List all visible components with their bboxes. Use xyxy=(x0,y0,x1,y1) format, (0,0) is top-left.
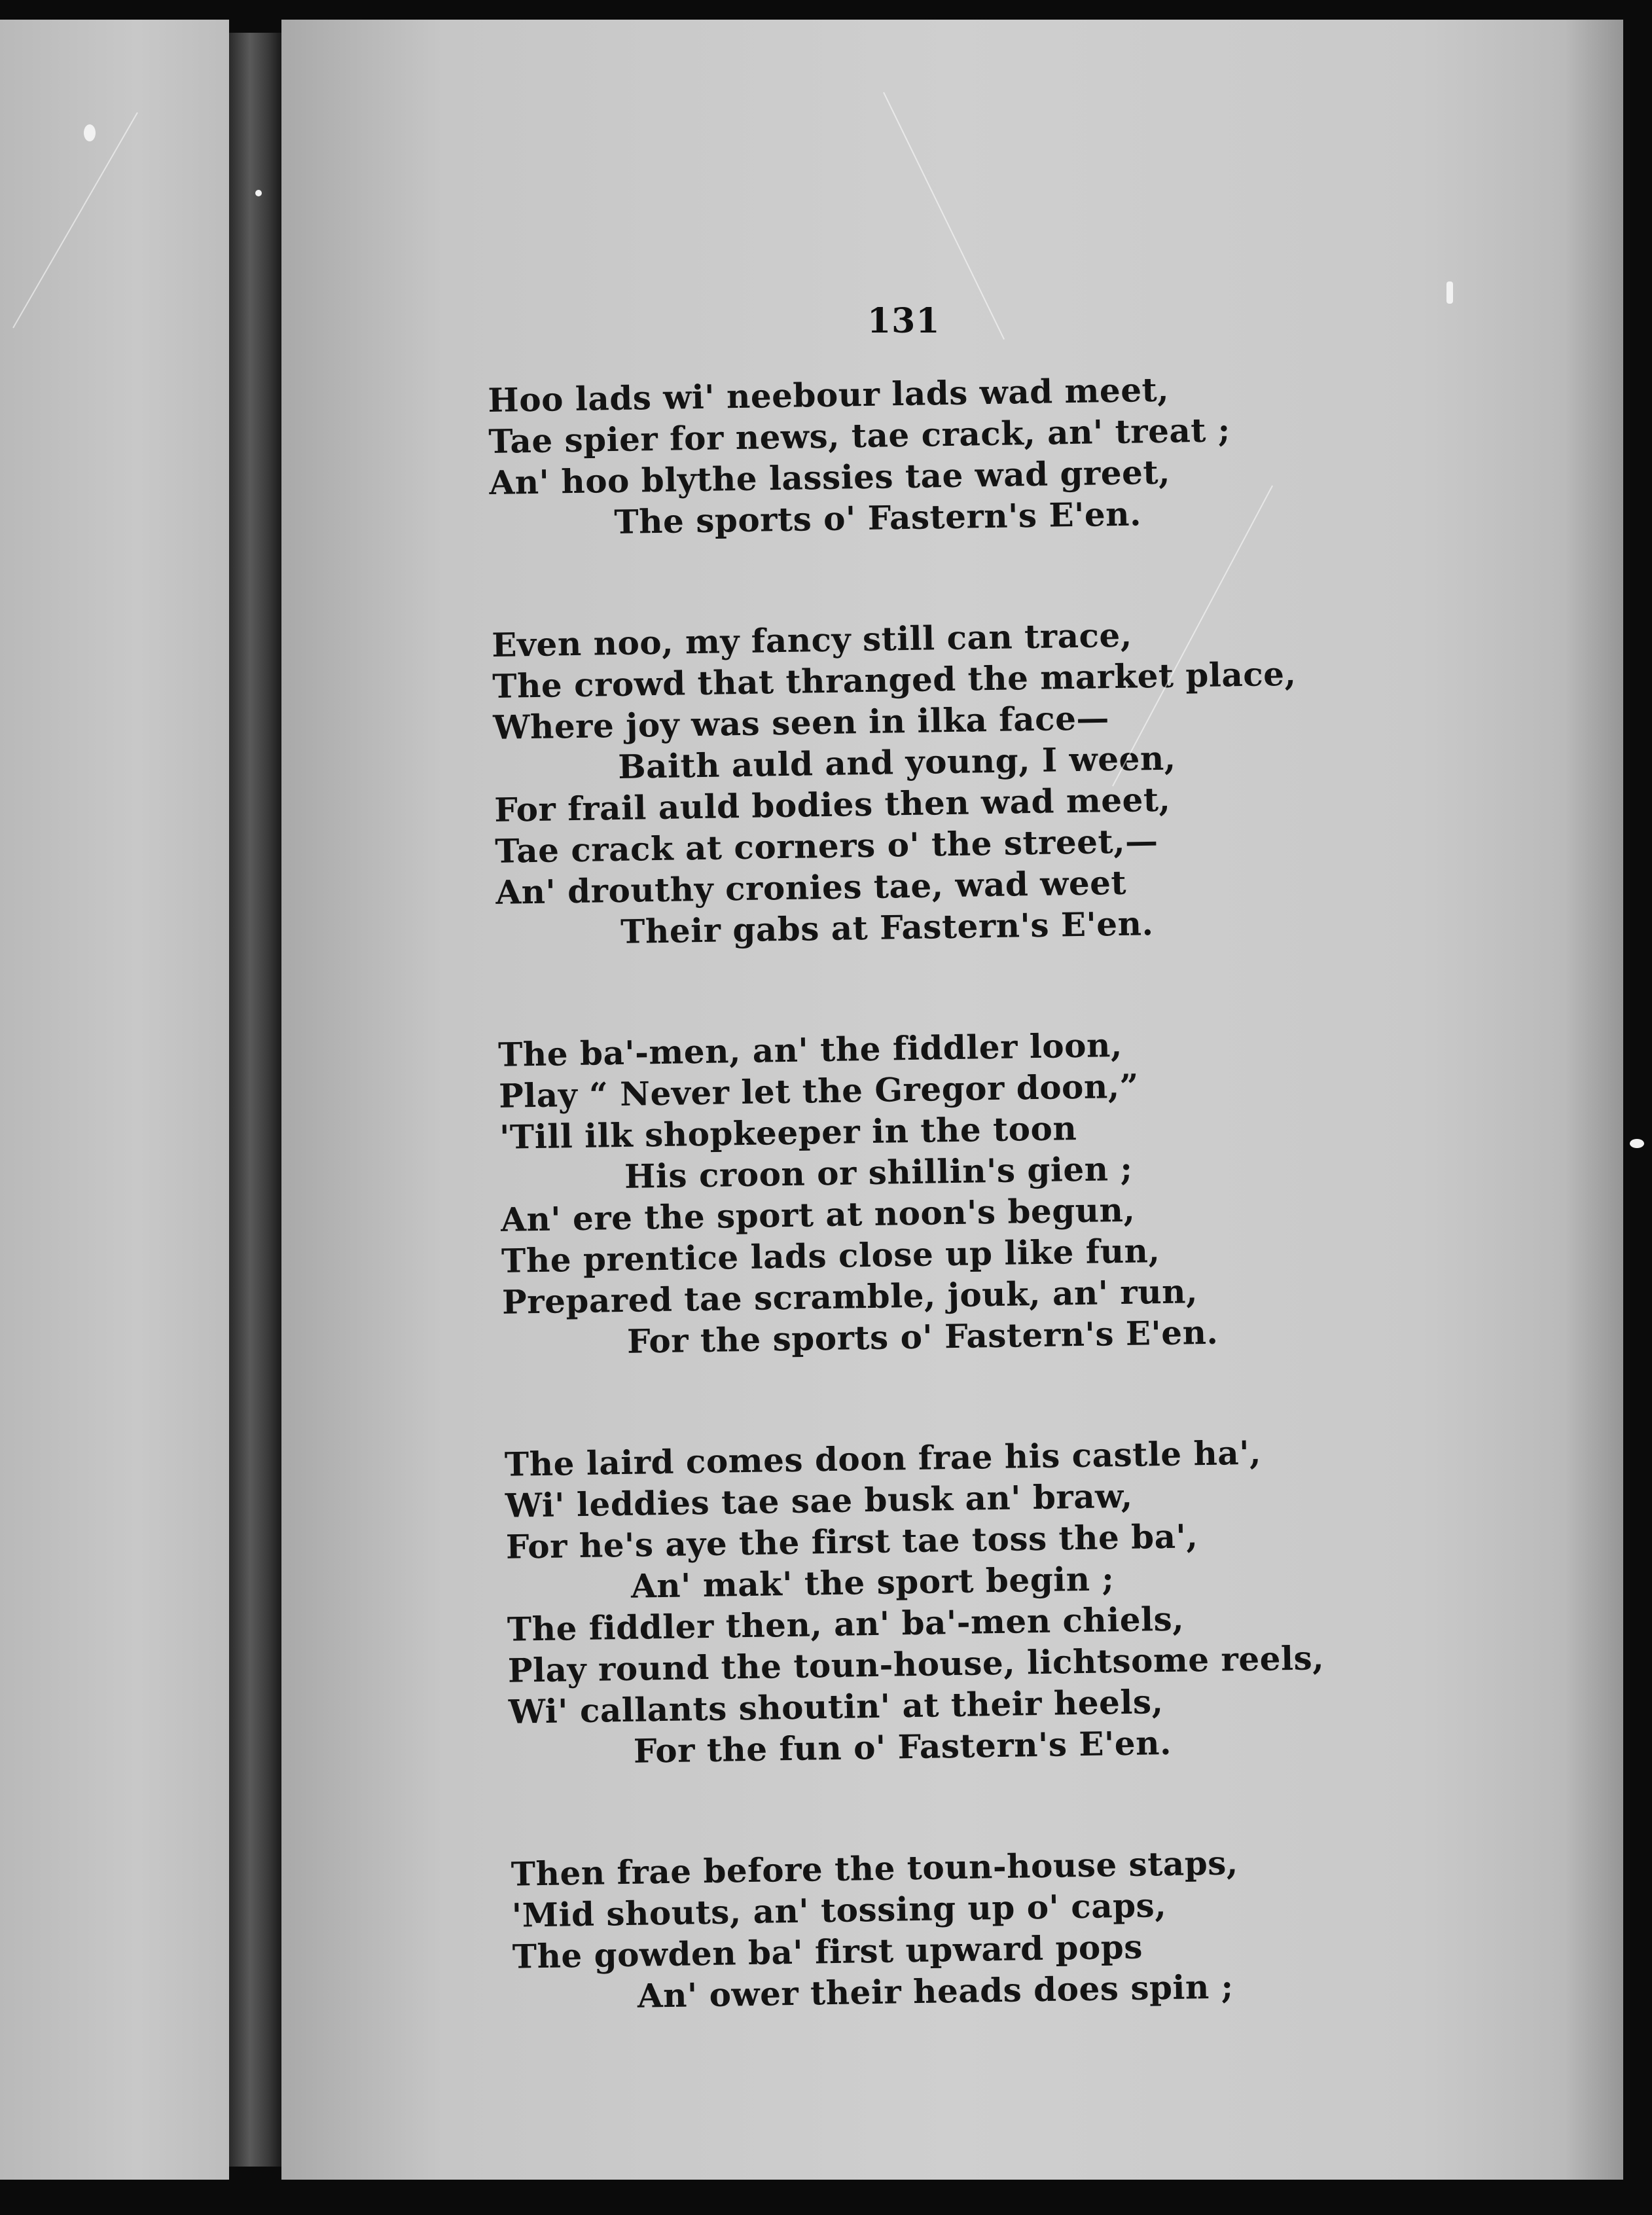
poem-line: Play “ Never let the Gregor doon,” xyxy=(498,1066,1140,1115)
poem-line: Wi' callants shoutin' at their heels, xyxy=(508,1682,1164,1731)
poem-line: 'Till ilk shopkeeper in the toon xyxy=(499,1109,1077,1157)
poem-line: Baith auld and young, I ween, xyxy=(617,738,1177,786)
poem-line: The prentice lads close up like fun, xyxy=(501,1231,1160,1280)
poem-line: Their gabs at Fastern's E'en. xyxy=(620,904,1154,951)
poem-line: The gowden ba' first upward pops xyxy=(512,1927,1143,1976)
poem-line: Then frae before the toun-house staps, xyxy=(511,1843,1239,1894)
poem-line: Where joy was seen in ilka face— xyxy=(492,698,1110,747)
poem-line: Tae crack at corners o' the street,— xyxy=(494,821,1158,871)
poem-line: Prepared tae scramble, jouk, an' run, xyxy=(501,1272,1198,1322)
page-edge-shadow xyxy=(1564,20,1623,2180)
poem-line: An' ower their heads does spin ; xyxy=(637,1967,1234,2015)
scan-speck xyxy=(84,124,96,141)
poem-line: Hoo lads wi' neebour lads wad meet, xyxy=(488,370,1170,420)
poem-stanza xyxy=(505,1430,1387,1774)
poem-line: Play round the toun-house, lichtsome reels, xyxy=(507,1638,1325,1690)
poem-line: The crowd that thranged the market place, xyxy=(492,654,1297,706)
poem-line: An' ere the sport at noon's begun, xyxy=(500,1190,1136,1239)
poem-stanza xyxy=(498,1020,1380,1364)
poem-line: The fiddler then, an' ba'-men chiels, xyxy=(507,1599,1185,1649)
scan-speck xyxy=(255,190,262,196)
poem-line: 'Mid shouts, an' tossing up o' caps, xyxy=(511,1886,1167,1935)
scan-speck xyxy=(1630,1139,1644,1148)
page-number: 131 xyxy=(867,301,941,341)
poem-line: The ba'-men, an' the fiddler loon, xyxy=(497,1025,1123,1074)
poem-line: The sports o' Fastern's E'en. xyxy=(613,494,1142,541)
poem-stanza xyxy=(492,611,1374,954)
poem-line: The laird comes doon frae his castle ha', xyxy=(504,1433,1262,1484)
book-gutter xyxy=(229,33,281,2167)
poem-stanza xyxy=(488,366,1367,545)
poem-line: Wi' leddies tae sae busk an' braw, xyxy=(505,1476,1133,1525)
poem-line: An' mak' the sport begin ; xyxy=(630,1559,1115,1606)
scan-speck xyxy=(1446,281,1453,304)
poem-line: For the fun o' Fastern's E'en. xyxy=(633,1723,1172,1771)
left-page xyxy=(0,20,229,2180)
poem-stanza xyxy=(511,1840,1390,2019)
poem-line: His croon or shillin's gien ; xyxy=(624,1149,1133,1196)
poem-line: For frail auld bodies then wad meet, xyxy=(494,780,1171,829)
poem-line: An' drouthy cronies tae, wad weet xyxy=(495,863,1127,912)
poem-line: For the sports o' Fastern's E'en. xyxy=(626,1312,1219,1361)
poem-line: An' hoo blythe lassies tae wad greet, xyxy=(489,452,1171,502)
poem-line: Even noo, my fancy still can trace, xyxy=(491,615,1133,664)
poem-line: Tae spier for news, tae crack, an' treat ; xyxy=(488,410,1231,461)
poem-line: For he's aye the first tae toss the ba', xyxy=(505,1517,1198,1566)
poem-text xyxy=(488,366,1392,2098)
